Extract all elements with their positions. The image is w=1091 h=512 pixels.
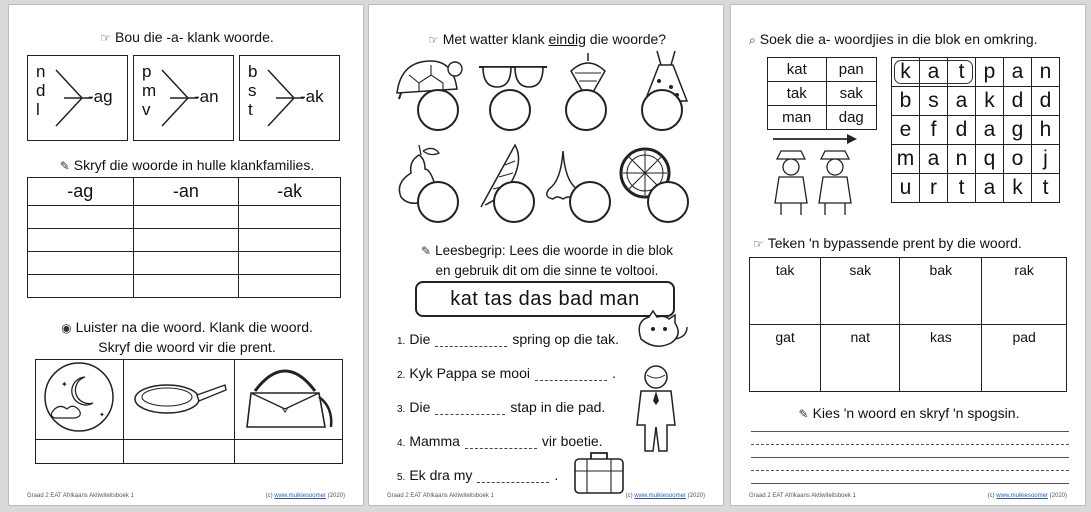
column-header: -ag [28, 178, 134, 206]
pointer-icon: ☞ [100, 31, 111, 45]
footer-link[interactable]: www.muikiesoomer [274, 493, 326, 499]
detectives-icon [769, 147, 861, 219]
draw-heading: ☞ Teken 'n bypassende prent by die woord. [753, 235, 1022, 251]
writing-line[interactable] [751, 483, 1069, 484]
letter-cell[interactable]: a [920, 58, 948, 87]
word-list-cell: tak [768, 82, 827, 106]
suitcase-icon [571, 451, 627, 497]
letter-cell[interactable]: f [920, 116, 948, 145]
draw-cell[interactable]: nat [821, 325, 900, 392]
sentence-3: 3. Die stap in die pad. [397, 399, 606, 415]
footer-left: Graad 2 EAT Afrikaans Aktiwiteitsboek 1 [27, 493, 134, 499]
word-list-cell: man [768, 106, 827, 130]
families-table [27, 177, 341, 298]
builder-ending: -ak [300, 87, 324, 106]
sentence-2: 2. Kyk Pappa se mooi . [397, 365, 616, 381]
draw-cell[interactable]: bak [900, 258, 982, 325]
letter-cell[interactable]: a [948, 87, 976, 116]
sentence-5: 5. Ek dra my . [397, 467, 559, 483]
letter-cell[interactable]: a [1004, 58, 1032, 87]
search-heading: ⌕ Soek die a- woordjies in die blok en omkring. [749, 31, 1038, 47]
letter-cell[interactable]: d [1004, 87, 1032, 116]
word-list-cell: kat [768, 58, 827, 82]
worksheet-page-1 [8, 4, 364, 506]
draw-table [749, 257, 1067, 392]
example-ring [894, 60, 973, 84]
builder-letter: b [248, 62, 258, 81]
letter-cell[interactable]: o [1004, 145, 1032, 174]
worksheet-page-3 [730, 4, 1086, 506]
draw-cell[interactable]: pad [982, 325, 1067, 392]
builder-letter: m [142, 81, 157, 100]
letter-cell[interactable]: t [948, 58, 976, 87]
word-builder-ag [27, 55, 128, 141]
sentence-heading: ✎ Kies 'n woord en skryf 'n spogsin. [798, 405, 1020, 421]
letter-cell[interactable]: m [892, 145, 920, 174]
letter-cell[interactable]: a [976, 174, 1004, 203]
pencil-icon: ✎ [421, 244, 432, 258]
word-builder-an [133, 55, 234, 141]
pencil-icon: ✎ [798, 407, 809, 421]
listen-heading: ◉ Luister na die woord. Klank die woord. Skryf die woord vir die prent. [61, 319, 313, 355]
father-icon [631, 363, 681, 455]
cat-icon [633, 309, 689, 353]
letter-cell[interactable]: k [892, 58, 920, 87]
writing-cell[interactable] [133, 206, 239, 229]
handbag-icon [241, 361, 335, 433]
letter-cell[interactable]: a [920, 145, 948, 174]
letter-cell[interactable]: q [976, 145, 1004, 174]
letter-cell[interactable]: a [976, 116, 1004, 145]
moon-icon [41, 361, 117, 433]
draw-cell[interactable]: rak [982, 258, 1067, 325]
builder-letter: v [142, 100, 151, 119]
writing-cell[interactable] [28, 229, 134, 252]
builder-ending: -an [194, 87, 219, 106]
picture-cell [36, 360, 124, 440]
worksheet-page-2 [368, 4, 724, 506]
answer-blank[interactable] [535, 369, 607, 381]
writing-cell[interactable] [234, 440, 342, 464]
letter-cell[interactable]: d [948, 116, 976, 145]
footer-copyright: (c) www.muikiesoomer (2020) [625, 493, 705, 499]
writing-cell[interactable] [36, 440, 124, 464]
draw-cell[interactable]: gat [750, 325, 821, 392]
word-list-cell: pan [826, 58, 876, 82]
letter-cell[interactable]: h [1032, 116, 1060, 145]
word-builder-ak [239, 55, 340, 141]
writing-line[interactable] [751, 470, 1069, 471]
answer-blank[interactable] [465, 437, 537, 449]
letter-cell[interactable]: g [1004, 116, 1032, 145]
letter-cell[interactable]: e [892, 116, 920, 145]
draw-cell[interactable]: tak [750, 258, 821, 325]
builder-letter: d [36, 81, 46, 100]
listen-table [35, 359, 343, 464]
letter-cell[interactable]: n [948, 145, 976, 174]
footer-link[interactable]: www.muikiesoomer [996, 493, 1048, 499]
letter-cell[interactable]: d [1032, 87, 1060, 116]
builder-letter: n [36, 62, 46, 81]
picture-cell [123, 360, 234, 440]
writing-cell[interactable] [239, 275, 341, 298]
sound-circle[interactable] [417, 89, 459, 131]
ear-icon: ◉ [61, 321, 72, 335]
sound-circle[interactable] [493, 181, 535, 223]
writing-cell[interactable] [239, 206, 341, 229]
sound-circle[interactable] [565, 89, 607, 131]
writing-cell[interactable] [133, 229, 239, 252]
word-list-cell: sak [826, 82, 876, 106]
footer-copyright: (c) www.muikiesoomer (2020) [265, 493, 345, 499]
builder-letter: l [36, 100, 40, 119]
writing-cell[interactable] [239, 229, 341, 252]
footer-link[interactable]: www.muikiesoomer [634, 493, 686, 499]
letter-cell[interactable]: r [920, 174, 948, 203]
letter-cell[interactable]: t [1032, 174, 1060, 203]
builder-letter: p [142, 62, 152, 81]
arrow-right-icon [771, 133, 861, 145]
ending-heading: ☞ Met watter klank eindig die woorde? [427, 31, 667, 47]
footer-left: Graad 2 EAT Afrikaans Aktiwiteitsboek 1 [749, 493, 856, 499]
letter-cell[interactable]: t [948, 174, 976, 203]
build-heading: ☞ Bou die -a- klank woorde. [100, 29, 274, 45]
writing-cell[interactable] [28, 252, 134, 275]
pointer-icon: ☞ [753, 237, 764, 251]
word-list-cell: dag [826, 106, 876, 130]
svg-text:✦: ✦ [61, 380, 69, 389]
magnifier-icon: ⌕ [749, 33, 756, 47]
letter-cell[interactable]: k [1004, 174, 1032, 203]
answer-blank[interactable] [477, 471, 549, 483]
picture-cell [234, 360, 342, 440]
sound-circle[interactable] [417, 181, 459, 223]
answer-blank[interactable] [435, 335, 507, 347]
letter-cell[interactable]: j [1032, 145, 1060, 174]
writing-line[interactable] [751, 444, 1069, 445]
sound-circle[interactable] [641, 89, 683, 131]
draw-cell[interactable]: kas [900, 325, 982, 392]
column-header: -ak [239, 178, 341, 206]
writing-cell[interactable] [239, 252, 341, 275]
draw-cell[interactable]: sak [821, 258, 900, 325]
pencil-icon: ✎ [59, 159, 70, 173]
builder-ending: -ag [88, 87, 113, 106]
sound-circle[interactable] [647, 181, 689, 223]
families-heading: ✎ Skryf die woorde in hulle klankfamilies. [59, 157, 315, 173]
answer-blank[interactable] [435, 403, 505, 415]
builder-letter: t [248, 100, 253, 119]
sound-circle[interactable] [489, 89, 531, 131]
word-bank: kat tas das bad man [415, 281, 675, 317]
writing-cell[interactable] [28, 206, 134, 229]
letter-cell[interactable]: s [920, 87, 948, 116]
letter-cell[interactable]: p [976, 58, 1004, 87]
sound-circle[interactable] [569, 181, 611, 223]
frying-pan-icon [131, 367, 227, 427]
writing-cell[interactable] [133, 252, 239, 275]
sentence-1: 1. Die spring op die tak. [397, 331, 619, 347]
column-header: -an [133, 178, 239, 206]
reading-heading: ✎ Leesbegrip: Lees die woorde in die blok en gebruik dit om die sinne te voltooi. [421, 243, 673, 278]
letter-cell[interactable]: u [892, 174, 920, 203]
writing-cell[interactable] [123, 440, 234, 464]
footer-copyright: (c) www.muikiesoomer (2020) [987, 493, 1067, 499]
writing-cell[interactable] [28, 275, 134, 298]
sentence-4: 4. Mamma vir boetie. [397, 433, 603, 449]
letter-cell[interactable]: b [892, 87, 920, 116]
letter-cell[interactable]: n [1032, 58, 1060, 87]
writing-cell[interactable] [133, 275, 239, 298]
pointer-icon: ☞ [427, 33, 439, 47]
footer-left: Graad 2 EAT Afrikaans Aktiwiteitsboek 1 [387, 493, 494, 499]
writing-line[interactable] [751, 431, 1069, 432]
writing-line[interactable] [751, 457, 1069, 458]
letter-cell[interactable]: k [976, 87, 1004, 116]
svg-text:✦: ✦ [99, 412, 106, 419]
word-list-table [767, 57, 877, 130]
builder-letter: s [248, 81, 257, 100]
